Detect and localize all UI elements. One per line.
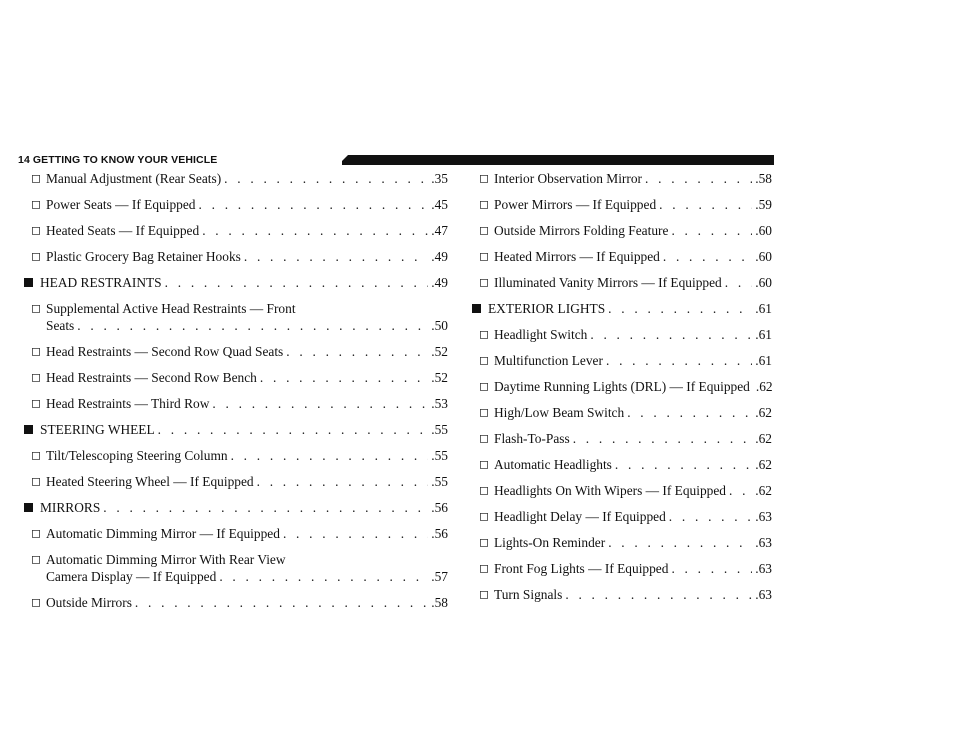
dot-leader [627, 404, 752, 421]
hollow-square-bullet-icon: ◻ [31, 223, 41, 237]
dot-leader [257, 473, 429, 490]
toc-page-number: .59 [755, 197, 772, 212]
toc-entry-title: Seats [46, 318, 75, 333]
toc-page-number: .35 [431, 171, 448, 186]
toc-entry-steering-wheel[interactable] [24, 421, 448, 438]
toc-entry-title: Interior Observation Mirror [494, 171, 642, 186]
toc-page-number: .55 [431, 448, 448, 463]
toc-entry-title: EXTERIOR LIGHTS [488, 301, 606, 316]
toc-entry-headlight-delay-if-equipped[interactable] [472, 508, 772, 525]
dot-leader [260, 369, 428, 386]
toc-page-number: .58 [431, 595, 448, 610]
toc-entry-high-low-beam-switch[interactable] [472, 404, 772, 421]
toc-entry-title: Automatic Headlights [494, 457, 612, 472]
toc-entry-turn-signals[interactable] [472, 586, 772, 603]
toc-entry-power-mirrors-if-equipped[interactable] [472, 196, 772, 213]
toc-entry-title: Turn Signals [494, 587, 563, 602]
dot-leader [645, 170, 752, 187]
hollow-square-bullet-icon: ◻ [31, 249, 41, 263]
square-bullet-icon [24, 503, 33, 512]
hollow-square-bullet-icon: ◻ [479, 197, 489, 211]
toc-page-number: .45 [431, 197, 448, 212]
toc-page-number: .63 [755, 587, 772, 602]
hollow-square-bullet-icon: ◻ [479, 379, 489, 393]
toc-entry-headlights-on-with-wipers-if-equipped[interactable] [472, 482, 772, 499]
toc-page-number: .60 [755, 223, 772, 238]
hollow-square-bullet-icon: ◻ [479, 171, 489, 185]
toc-entry-title: Headlights On With Wipers — If Equipped [494, 483, 726, 498]
toc-page-number: .62 [755, 483, 772, 498]
toc-entry-outside-mirrors-folding-feature[interactable] [472, 222, 772, 239]
header-rule [342, 155, 774, 165]
toc-page-number: .62 [755, 457, 772, 472]
dot-leader [606, 352, 752, 369]
toc-entry-head-restraints-second-row-bench[interactable] [24, 369, 448, 386]
hollow-square-bullet-icon: ◻ [479, 587, 489, 601]
toc-entry-title: Headlight Delay — If Equipped [494, 509, 666, 524]
toc-page-number: .49 [431, 275, 448, 290]
hollow-square-bullet-icon: ◻ [31, 526, 41, 540]
toc-entry-title: Flash-To-Pass [494, 431, 570, 446]
toc-entry-power-seats-if-equipped[interactable] [24, 196, 448, 213]
toc-page-number: .61 [755, 353, 772, 368]
hollow-square-bullet-icon: ◻ [479, 483, 489, 497]
toc-page-number: .61 [755, 327, 772, 342]
toc-entry-manual-adjustment-rear-seats[interactable] [24, 170, 448, 187]
toc-page-number: .61 [755, 301, 772, 316]
toc-entry-heated-steering-wheel-if-equipped[interactable] [24, 473, 448, 490]
toc-entry-title: Head Restraints — Second Row Quad Seats [46, 344, 284, 359]
toc-entry-heated-seats-if-equipped[interactable] [24, 222, 448, 239]
toc-entry-multifunction-lever[interactable] [472, 352, 772, 369]
dot-leader [573, 430, 753, 447]
toc-entry-title: Automatic Dimming Mirror With Rear View [46, 552, 286, 567]
dot-leader [202, 222, 428, 239]
dot-leader [199, 196, 429, 213]
toc-page-number: .63 [755, 509, 772, 524]
dot-leader [283, 525, 428, 542]
toc-page-number: .60 [755, 275, 772, 290]
hollow-square-bullet-icon: ◻ [479, 405, 489, 419]
hollow-square-bullet-icon: ◻ [31, 448, 41, 462]
toc-entry-automatic-dimming-mirror-if-equipped[interactable] [24, 525, 448, 542]
toc-page-number: .55 [431, 474, 448, 489]
dot-leader [212, 395, 428, 412]
toc-entry-title: HEAD RESTRAINTS [40, 275, 162, 290]
hollow-square-bullet-icon: ◻ [31, 474, 41, 488]
toc-entry-title: Outside Mirrors [46, 595, 132, 610]
toc-entry-supplemental-active-head-restraints-front-seats[interactable] [24, 300, 448, 334]
toc-entry-title: Outside Mirrors Folding Feature [494, 223, 669, 238]
hollow-square-bullet-icon: ◻ [31, 595, 41, 609]
dot-leader [224, 170, 428, 187]
toc-entry-title: Heated Seats — If Equipped [46, 223, 200, 238]
dot-leader [565, 586, 752, 603]
dot-leader [219, 568, 428, 585]
hollow-square-bullet-icon: ◻ [31, 171, 41, 185]
dot-leader [103, 499, 428, 516]
toc-entry-title: Daytime Running Lights (DRL) — If Equipped [494, 379, 750, 394]
hollow-square-bullet-icon: ◻ [31, 344, 41, 358]
square-bullet-icon [24, 425, 33, 434]
toc-entry-title: Heated Mirrors — If Equipped [494, 249, 660, 264]
toc-entry-title: Manual Adjustment (Rear Seats) [46, 171, 222, 186]
toc-entry-head-restraints-second-row-quad-seats[interactable] [24, 343, 448, 360]
dot-leader [231, 447, 429, 464]
dot-leader [659, 196, 752, 213]
dot-leader [671, 560, 752, 577]
dot-leader [244, 248, 428, 265]
toc-page-number: .62 [755, 405, 772, 420]
dot-leader [77, 317, 428, 334]
toc-page-number: .52 [431, 370, 448, 385]
toc-page-number: .53 [431, 396, 448, 411]
toc-entry-title: Automatic Dimming Mirror — If Equipped [46, 526, 280, 541]
toc-page-number: .62 [755, 379, 773, 394]
hollow-square-bullet-icon: ◻ [479, 275, 489, 289]
page-header [18, 153, 774, 167]
toc-page-number: .47 [431, 223, 448, 238]
hollow-square-bullet-icon: ◻ [479, 223, 489, 237]
hollow-square-bullet-icon: ◻ [31, 370, 41, 384]
toc-entry-illuminated-vanity-mirrors-if-equipped[interactable] [472, 274, 772, 291]
dot-leader [165, 274, 429, 291]
page-number-heading: 14 GETTING TO KNOW YOUR VEHICLE [18, 154, 218, 166]
toc-entry-heated-mirrors-if-equipped[interactable] [472, 248, 772, 265]
dot-leader [725, 274, 753, 291]
toc-page-number: .58 [755, 171, 772, 186]
toc-page-number: .56 [431, 500, 448, 515]
toc-entry-automatic-dimming-mirror-with-rear-view-camera-display-if-equipped[interactable] [24, 551, 448, 585]
toc-entry-title: Power Mirrors — If Equipped [494, 197, 657, 212]
dot-leader [286, 343, 428, 360]
toc-entry-exterior-lights[interactable] [472, 300, 772, 317]
toc-entry-flash-to-pass[interactable] [472, 430, 772, 447]
square-bullet-icon [24, 278, 33, 287]
toc-page-number: .55 [431, 422, 448, 437]
dot-leader [608, 534, 752, 551]
hollow-square-bullet-icon: ◻ [31, 301, 41, 315]
toc-page-number: .56 [431, 526, 448, 541]
toc-entry-head-restraints[interactable] [24, 274, 448, 291]
hollow-square-bullet-icon: ◻ [31, 552, 41, 566]
hollow-square-bullet-icon: ◻ [479, 457, 489, 471]
toc-entry-outside-mirrors[interactable] [24, 594, 448, 611]
toc-page-number: .49 [431, 249, 448, 264]
hollow-square-bullet-icon: ◻ [479, 509, 489, 523]
toc-entry-title: Power Seats — If Equipped [46, 197, 196, 212]
dot-leader [671, 222, 752, 239]
hollow-square-bullet-icon: ◻ [479, 249, 489, 263]
toc-entry-plastic-grocery-bag-retainer-hooks[interactable] [24, 248, 448, 265]
toc-entry-title: Illuminated Vanity Mirrors — If Equipped [494, 275, 722, 290]
hollow-square-bullet-icon: ◻ [479, 535, 489, 549]
toc-entry-title: Camera Display — If Equipped [46, 569, 217, 584]
toc-page-number: .50 [431, 318, 448, 333]
dot-leader [158, 421, 429, 438]
toc-entry-title: Lights-On Reminder [494, 535, 606, 550]
toc-entry-head-restraints-third-row[interactable] [24, 395, 448, 412]
hollow-square-bullet-icon: ◻ [479, 327, 489, 341]
dot-leader [669, 508, 752, 525]
toc-entry-title: Supplemental Active Head Restraints — Front [46, 301, 296, 316]
toc-page-number: .62 [755, 431, 772, 446]
toc-page-number: .60 [755, 249, 772, 264]
dot-leader [590, 326, 752, 343]
toc-entry-title: Head Restraints — Second Row Bench [46, 370, 257, 385]
dot-leader [135, 594, 428, 611]
hollow-square-bullet-icon: ◻ [479, 431, 489, 445]
toc-entry-tilt-telescoping-steering-column[interactable] [24, 447, 448, 464]
toc-entry-daytime-running-lights-drl-if-equipped[interactable] [472, 378, 772, 395]
toc-entry-title: Tilt/Telescoping Steering Column [46, 448, 228, 463]
dot-leader [608, 300, 752, 317]
toc-entry-headlight-switch[interactable] [472, 326, 772, 343]
toc-entry-title: Headlight Switch [494, 327, 588, 342]
toc-page-number: .57 [431, 569, 448, 584]
toc-entry-mirrors[interactable] [24, 499, 448, 516]
dot-leader [663, 248, 752, 265]
hollow-square-bullet-icon: ◻ [479, 561, 489, 575]
toc-page-number: .52 [431, 344, 448, 359]
toc-entry-front-fog-lights-if-equipped[interactable] [472, 560, 772, 577]
toc-entry-interior-observation-mirror[interactable] [472, 170, 772, 187]
toc-entry-title: Front Fog Lights — If Equipped [494, 561, 669, 576]
toc-page-number: .63 [755, 535, 772, 550]
toc-entry-title: STEERING WHEEL [40, 422, 155, 437]
toc-entry-title: Plastic Grocery Bag Retainer Hooks [46, 249, 241, 264]
toc-column-left [24, 170, 448, 620]
toc-entry-title: Heated Steering Wheel — If Equipped [46, 474, 254, 489]
toc-entry-title: High/Low Beam Switch [494, 405, 625, 420]
toc-entry-title: Head Restraints — Third Row [46, 396, 210, 411]
toc-column-right [472, 170, 772, 612]
square-bullet-icon [472, 304, 481, 313]
hollow-square-bullet-icon: ◻ [31, 396, 41, 410]
dot-leader [729, 482, 752, 499]
toc-entry-title: MIRRORS [40, 500, 101, 515]
toc-entry-lights-on-reminder[interactable] [472, 534, 772, 551]
toc-entry-automatic-headlights[interactable] [472, 456, 772, 473]
toc-page-number: .63 [755, 561, 772, 576]
hollow-square-bullet-icon: ◻ [31, 197, 41, 211]
toc-entry-title: Multifunction Lever [494, 353, 603, 368]
dot-leader [615, 456, 752, 473]
hollow-square-bullet-icon: ◻ [479, 353, 489, 367]
